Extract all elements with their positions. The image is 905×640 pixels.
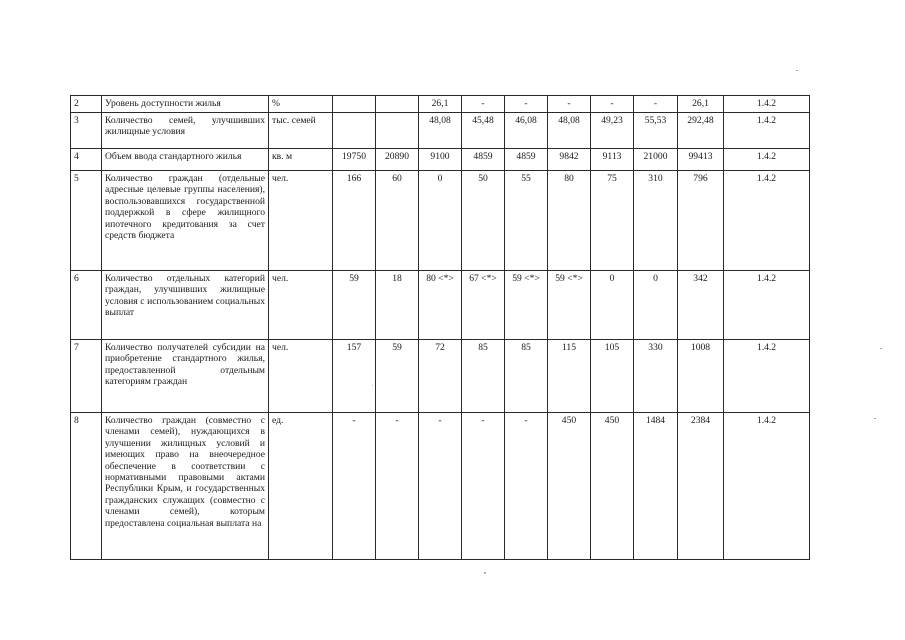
scan-speck [796, 70, 798, 71]
value-cell: 21000 [634, 149, 678, 171]
value-cell: 59 [376, 340, 419, 413]
value-cell: - [634, 96, 678, 113]
value-cell: 450 [548, 413, 591, 560]
unit-of-measure: чел. [269, 271, 333, 340]
value-cell: 26,1 [419, 96, 462, 113]
value-cell: - [591, 96, 634, 113]
row-number: 8 [71, 413, 102, 560]
value-cell: 157 [333, 340, 376, 413]
value-cell: 59 <*> [548, 271, 591, 340]
reference-code: 1.4.2 [724, 271, 810, 340]
scan-speck [484, 572, 486, 574]
value-cell: 85 [462, 340, 505, 413]
value-cell: 115 [548, 340, 591, 413]
value-cell: 49,23 [591, 113, 634, 149]
value-cell: 59 <*> [505, 271, 548, 340]
value-cell: 9100 [419, 149, 462, 171]
unit-of-measure: чел. [269, 340, 333, 413]
value-cell [333, 96, 376, 113]
value-cell [333, 113, 376, 149]
value-cell: 26,1 [678, 96, 724, 113]
table-row [71, 96, 810, 113]
unit-of-measure: чел. [269, 171, 333, 271]
value-cell: 45,48 [462, 113, 505, 149]
row-number: 6 [71, 271, 102, 340]
value-cell: 72 [419, 340, 462, 413]
value-cell: 99413 [678, 149, 724, 171]
value-cell: 0 [634, 271, 678, 340]
table-row [71, 113, 810, 149]
value-cell [376, 96, 419, 113]
table-row [71, 340, 810, 413]
scan-speck [880, 348, 882, 349]
reference-code: 1.4.2 [724, 340, 810, 413]
value-cell: 166 [333, 171, 376, 271]
value-cell: 105 [591, 340, 634, 413]
value-cell: - [462, 413, 505, 560]
indicator-name: Объем ввода стандартного жилья [102, 149, 269, 171]
value-cell: 48,08 [419, 113, 462, 149]
unit-of-measure: ед. [269, 413, 333, 560]
value-cell: 310 [634, 171, 678, 271]
value-cell: - [505, 96, 548, 113]
value-cell: 50 [462, 171, 505, 271]
indicator-name: Количество отдельных категорий граждан, улучшивших жилищные условия с использованием социальных выплат [102, 271, 269, 340]
value-cell: - [376, 413, 419, 560]
value-cell: 85 [505, 340, 548, 413]
value-cell: 9842 [548, 149, 591, 171]
row-number: 2 [71, 96, 102, 113]
value-cell: 0 [419, 171, 462, 271]
scan-speck [874, 418, 876, 419]
value-cell [376, 113, 419, 149]
value-cell: 80 <*> [419, 271, 462, 340]
value-cell: - [505, 413, 548, 560]
value-cell: 342 [678, 271, 724, 340]
value-cell: 4859 [505, 149, 548, 171]
value-cell: 55,53 [634, 113, 678, 149]
value-cell: 59 [333, 271, 376, 340]
value-cell: 2384 [678, 413, 724, 560]
value-cell: 450 [591, 413, 634, 560]
indicators-table [70, 95, 810, 560]
value-cell: 1008 [678, 340, 724, 413]
unit-of-measure: кв. м [269, 149, 333, 171]
indicator-name: Количество получателей субсидии на приобретение стандартного жилья, предоставленной отдельным категориям граждан [102, 340, 269, 413]
unit-of-measure: % [269, 96, 333, 113]
reference-code: 1.4.2 [724, 149, 810, 171]
indicator-name: Количество граждан (совместно с членами семей), нуждающихся в улучшении жилищных условий и имеющих право на внеочередное обеспечение в соответствии с нормативными правовыми актами Республики Крым, и государственных гражданских служащих (совместно с членами семей), которым предоставлена социальная выплата на [102, 413, 269, 560]
value-cell: 9113 [591, 149, 634, 171]
table-row [71, 149, 810, 171]
value-cell: 796 [678, 171, 724, 271]
reference-code: 1.4.2 [724, 96, 810, 113]
value-cell: 19750 [333, 149, 376, 171]
reference-code: 1.4.2 [724, 171, 810, 271]
reference-code: 1.4.2 [724, 413, 810, 560]
value-cell: - [462, 96, 505, 113]
indicator-name: Количество семей, улучшивших жилищные условия [102, 113, 269, 149]
table-body [71, 96, 810, 560]
reference-code: 1.4.2 [724, 113, 810, 149]
value-cell: 292,48 [678, 113, 724, 149]
row-number: 7 [71, 340, 102, 413]
value-cell: 330 [634, 340, 678, 413]
value-cell: 55 [505, 171, 548, 271]
table-row [71, 271, 810, 340]
value-cell: 75 [591, 171, 634, 271]
value-cell: - [333, 413, 376, 560]
value-cell: 60 [376, 171, 419, 271]
indicator-name: Уровень доступности жилья [102, 96, 269, 113]
table-row [71, 413, 810, 560]
row-number: 5 [71, 171, 102, 271]
value-cell: 1484 [634, 413, 678, 560]
row-number: 3 [71, 113, 102, 149]
value-cell: - [548, 96, 591, 113]
value-cell: 67 <*> [462, 271, 505, 340]
value-cell: 46,08 [505, 113, 548, 149]
value-cell: 20890 [376, 149, 419, 171]
value-cell: 48,08 [548, 113, 591, 149]
scan-speck [372, 385, 373, 386]
table-row [71, 171, 810, 271]
indicator-name: Количество граждан (отдельные адресные целевые группы населения), воспользовавшихся государственной поддержкой в сфере жилищного ипотечного кредитования за счет средств бюджета [102, 171, 269, 271]
value-cell: - [419, 413, 462, 560]
value-cell: 18 [376, 271, 419, 340]
value-cell: 4859 [462, 149, 505, 171]
value-cell: 0 [591, 271, 634, 340]
row-number: 4 [71, 149, 102, 171]
value-cell: 80 [548, 171, 591, 271]
unit-of-measure: тыс. семей [269, 113, 333, 149]
